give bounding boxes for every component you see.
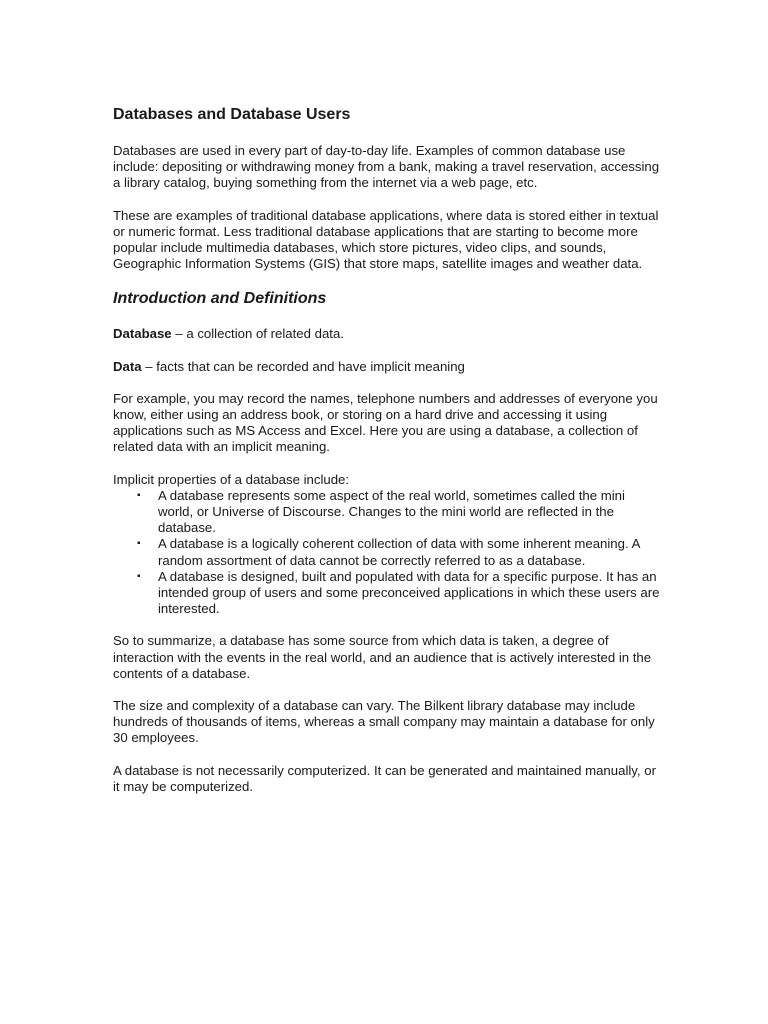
bullet-icon: ▪ [137, 538, 141, 550]
list-item [113, 569, 661, 618]
list-item-text: A database represents some aspect of the real world, sometimes called the mini world, or Universe of Discourse. Changes to the mini world are reflected in the database. [158, 487, 625, 536]
definition-term: Data [113, 358, 142, 374]
paragraph-size-complexity: The size and complexity of a database can vary. The Bilkent library database may include hundreds of thousands of items, whereas a small company may maintain a database for only 30 employees. [113, 698, 655, 746]
paragraph-intro: Databases are used in every part of day-to-day life. Examples of common database use include: depositing or withdrawing money from a bank, making a travel reservation, accessing a library catalog, buying something from the internet via a web page, etc. [113, 143, 660, 191]
list-item [113, 536, 661, 568]
paragraph-summary: So to summarize, a database has some source from which data is taken, a degree of interaction with the events in the real world, and an audience that is actively interested in the contents of a database. [113, 633, 652, 681]
list-item-text: A database is a logically coherent collection of data with some inherent meaning. A random assortment of data cannot be correctly referred to as a database. [158, 536, 640, 568]
definition-text: – facts that can be recorded and have implicit meaning [141, 358, 465, 374]
definition-data [113, 359, 661, 375]
bullet-icon: ▪ [137, 489, 141, 501]
definition-term: Database [113, 326, 172, 342]
list-item-text: A database is designed, built and populated with data for a specific purpose. It has an intended group of users and some preconceived applications in which these users are interested. [158, 568, 660, 617]
document-page [113, 104, 661, 811]
implicit-properties-intro: Implicit properties of a database include: [113, 471, 350, 487]
definition-text: – a collection of related data. [171, 326, 344, 342]
document-title: Databases and Database Users [113, 106, 351, 123]
section-heading: Introduction and Definitions [113, 290, 327, 308]
paragraph-traditional-apps: These are examples of traditional database applications, where data is stored either in textual or numeric format. Less traditional database applications that are starting to become more popular include multimedia databases, which store pictures, video clips, and sounds, Geographic Information Systems (GIS) that store maps, satellite images and weather data. [113, 207, 659, 272]
paragraph-example: For example, you may record the names, telephone numbers and addresses of everyone you know, either using an address book, or storing on a hard drive and accessing it using applications such as MS Access and Excel. Here you are using a database, a collection of related data with an implicit meaning. [113, 390, 658, 455]
definition-database [113, 326, 661, 342]
bullet-icon: ▪ [137, 570, 141, 582]
paragraph-not-computerized: A database is not necessarily computerized. It can be generated and maintained manually, or it may be computerized. [113, 762, 656, 794]
list-item [113, 488, 661, 537]
implicit-properties-list [113, 488, 661, 618]
